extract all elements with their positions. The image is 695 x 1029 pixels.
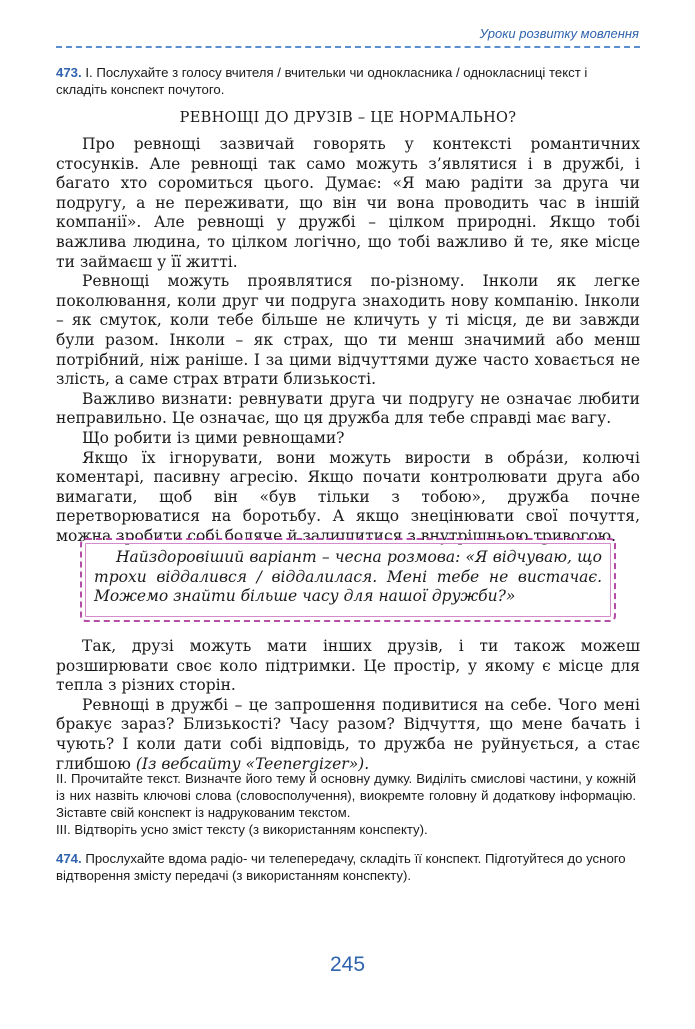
text-body-part-1	[56, 135, 640, 546]
task-474-text: Прослухайте вдома радіо- чи телепередачу, складіть її конспект. Підготуйтеся до усного відтворення змісту передачі (з використанням конспекту).	[56, 851, 626, 883]
task-473-part-iii: ІІІ. Відтворіть усно зміст тексту (з використанням конспекту).	[56, 822, 428, 837]
quote-text: Найздоровіший варіант – чесна розмова: «Я відчуваю, що трохи віддалився / віддалилася. Мені тебе не вистачає. Можемо знайти більше часу для нашої дружби?»	[94, 548, 602, 606]
paragraph: Що робити із цими ревнощами?	[82, 428, 345, 447]
paragraph: Про ревнощі зазвичай говорять у контексті романтичних стосунків. Але ревнощі так само можуть з’являтися і в дружбі, і багато хто соромиться цього. Думає: «Я маю радіти за друга чи подругу, а не переживати, що він чи вона проводить час в іншій компанії». Але ревнощі у дружбі – цілком природні. Якщо тобі важлива людина, то цілком логічно, що тобі важливо й те, яке місце ти займаєш у її житті.	[56, 135, 640, 271]
text-title: РЕВНОЩІ ДО ДРУЗІВ – ЦЕ НОРМАЛЬНО?	[179, 110, 517, 126]
paragraph: Ревнощі можуть проявлятися по-різному. Інколи як легке поколювання, коли друг чи подруга знаходить нову компанію. Інколи – як смуток, коли тебе більше не кличуть у ті місця, де ви завжди були разом. Інколи – як страх, що ти менш значимий або менш потрібний, ніж раніше. І за цими відчуттями дуже часто ховається не злість, а саме страх втрати близькості.	[56, 272, 640, 389]
task-473-text: І. Послухайте з голосу вчителя / вчительки чи однокласника / однокласниці текст і складіть конспект почутого.	[56, 65, 588, 97]
header-divider	[56, 46, 640, 48]
task-473-parts	[56, 770, 636, 838]
source-note: (Із вебсайту «Teenergizer»).	[135, 754, 370, 773]
text-body-part-2	[56, 637, 640, 774]
task-473-number: 473.	[56, 65, 82, 80]
paragraph: Так, друзі можуть мати інших друзів, і ти також можеш розширювати своє коло підтримки. Це простір, у якому є місце для тепла з різних сторін.	[56, 637, 640, 695]
paragraph-text: Ревнощі в дружбі – це запрошення подивитися на себе. Чого мені бракує зараз? Близькості? Часу разом? Відчуття, що мене бачать і чують? І коли дати собі відповідь, то дружба не руйнується, а стає глибшою	[56, 695, 640, 773]
page-number: 245	[329, 953, 366, 976]
paragraph: Якщо їх ігнорувати, вони можуть вирости в обра́зи, колючі коментарі, пасивну агресію. Якщо почати контролювати друга або вимагати, щоб він «був тільки з тобою», дружба почне перетворюватися на боротьбу. А якщо знецінювати свої почуття, можна зробити собі боляче й залишитися з внутрішньою тривогою.	[56, 448, 640, 545]
paragraph: Важливо визнати: ревнувати друга чи подругу не означає любити неправильно. Це означає, що ця дружба для тебе справді має вагу.	[56, 389, 640, 428]
task-474	[56, 850, 636, 884]
running-head: Уроки розвитку мовлення	[479, 26, 639, 41]
task-474-number: 474.	[56, 851, 82, 866]
task-473-part-ii: ІІ. Прочитайте текст. Визначте його тему й основну думку. Виділіть смислові частини, у кожній із них назвіть ключові слова (словосполучення), виокремте головну й додаткову інформацію. Зіставте свій конспект із надрукованим текстом.	[56, 771, 636, 820]
task-473	[56, 64, 636, 98]
paragraph	[56, 696, 640, 774]
